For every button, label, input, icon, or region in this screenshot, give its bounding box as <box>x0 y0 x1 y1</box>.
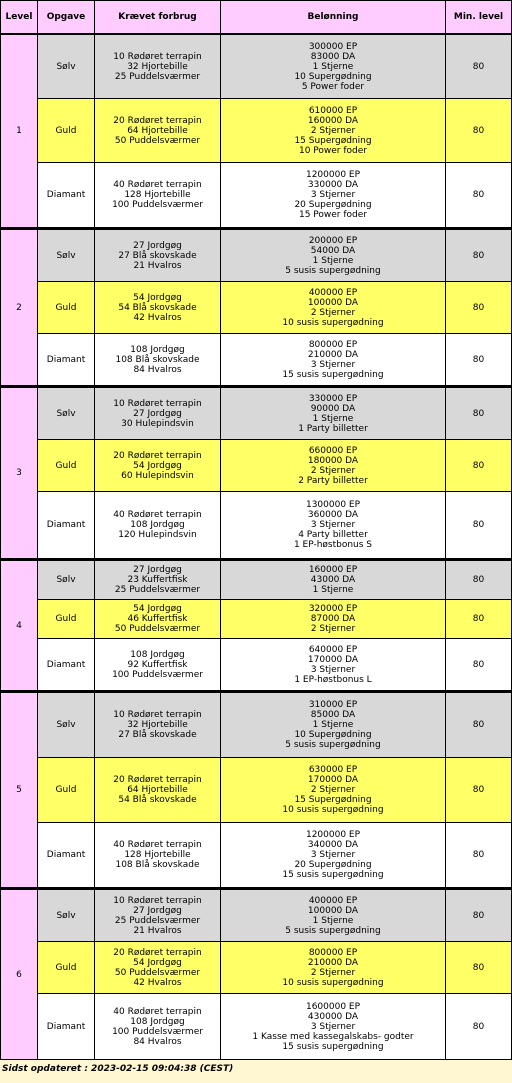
reward-cell <box>221 994 446 1060</box>
required-item: 21 Hvalros <box>133 260 182 271</box>
required-item: 27 Jordgøg <box>133 905 182 916</box>
reward-item: 330000 EP <box>308 393 358 404</box>
reward-item: 1200000 EP <box>305 170 361 180</box>
task-cell: Sølv <box>38 691 95 758</box>
table-header-row <box>1 1 512 35</box>
reward-cell <box>221 823 446 888</box>
level-cell: 1 <box>1 35 38 228</box>
reward-item: 15 susis supergødning <box>282 369 384 380</box>
required-item: 25 Puddelsværmer <box>114 585 201 595</box>
reward-cell <box>221 559 446 600</box>
required-item: 108 Jordgøg <box>130 520 185 530</box>
task-cell: Guld <box>38 942 95 994</box>
required-item: 20 Rødøret terrapin <box>113 947 202 958</box>
reward-item: 15 Power foder <box>298 210 367 220</box>
required-item: 25 Puddelsværmer <box>114 71 201 82</box>
required-item: 40 Rødøret terrapin <box>113 840 202 850</box>
reward-item: 15 susis supergødning <box>282 870 384 880</box>
reward-item: 2 Stjerner <box>310 785 356 795</box>
min-level-cell: 80 <box>446 758 512 823</box>
table-row <box>1 888 512 942</box>
table-row <box>1 994 512 1060</box>
reward-cell <box>221 888 446 942</box>
task-cell: Sølv <box>38 228 95 282</box>
required-item: 108 Blå skovskade <box>115 354 200 365</box>
reward-item: 400000 EP <box>308 287 358 298</box>
required-item: 54 Jordgøg <box>133 460 182 471</box>
reward-item: 1 Stjerne <box>312 915 354 926</box>
table-row <box>1 600 512 639</box>
reward-item: 3 Stjerner <box>310 359 356 370</box>
required-item: 32 Hjortebille <box>127 720 188 730</box>
required-item: 23 Kuffertfisk <box>127 575 188 585</box>
required-item: 21 Hvalros <box>133 925 182 936</box>
reward-item: 300000 EP <box>308 41 358 52</box>
reward-item: 310000 EP <box>308 700 358 710</box>
reward-item: 2 Stjerner <box>310 967 356 978</box>
reward-item: 640000 EP <box>308 644 358 655</box>
reward-cell <box>221 691 446 758</box>
required-item: 42 Hvalros <box>133 312 182 323</box>
required-cell <box>95 639 221 691</box>
required-item: 54 Jordgøg <box>133 292 182 303</box>
required-item: 46 Kuffertfisk <box>127 614 188 624</box>
table-row <box>1 823 512 888</box>
required-item: 50 Puddelsværmer <box>114 135 201 146</box>
min-level-cell: 80 <box>446 888 512 942</box>
required-item: 60 Hulepindsvin <box>121 470 194 481</box>
reward-cell <box>221 163 446 228</box>
reward-item: 10 Power foder <box>298 145 367 156</box>
reward-item: 10 susis supergødning <box>282 317 384 328</box>
reward-item: 1 Stjerne <box>312 413 354 424</box>
table-row <box>1 639 512 691</box>
required-item: 50 Puddelsværmer <box>114 624 201 634</box>
required-item: 10 Rødøret terrapin <box>113 398 202 409</box>
required-cell <box>95 758 221 823</box>
reward-item: 54000 DA <box>310 245 356 256</box>
required-item: 30 Hulepindsvin <box>121 418 194 429</box>
reward-item: 83000 DA <box>310 51 356 62</box>
reward-item: 1 Stjerne <box>312 585 354 595</box>
task-cell: Diamant <box>38 492 95 559</box>
header-level: Level <box>1 1 38 35</box>
required-item: 100 Puddelsværmer <box>112 669 203 680</box>
reward-item: 1 Party billetter <box>298 423 368 434</box>
required-cell <box>95 942 221 994</box>
min-level-cell: 80 <box>446 282 512 334</box>
required-item: 54 Blå skovskade <box>118 302 197 313</box>
required-item: 27 Blå skovskade <box>118 730 197 740</box>
reward-item: 330000 DA <box>307 180 359 190</box>
reward-item: 320000 EP <box>308 604 358 614</box>
reward-item: 1200000 EP <box>305 830 361 840</box>
required-item: 54 Jordgøg <box>133 604 182 614</box>
min-level-cell: 80 <box>446 492 512 559</box>
reward-item: 10 susis supergødning <box>282 805 384 815</box>
reward-item: 1 Kasse med kassegalskabs- godter <box>252 1031 414 1042</box>
reward-item: 4 Party billetter <box>298 530 368 540</box>
reward-item: 43000 DA <box>310 575 356 585</box>
reward-item: 15 susis supergødning <box>282 1041 384 1052</box>
min-level-cell: 80 <box>446 334 512 386</box>
table-row <box>1 282 512 334</box>
task-cell: Sølv <box>38 386 95 440</box>
table-row <box>1 758 512 823</box>
min-level-cell: 80 <box>446 228 512 282</box>
reward-item: 210000 DA <box>307 957 359 968</box>
reward-cell <box>221 35 446 99</box>
reward-item: 100000 DA <box>307 905 359 916</box>
reward-item: 3 Stjerner <box>310 520 356 530</box>
table-body <box>1 35 512 1060</box>
reward-cell <box>221 386 446 440</box>
required-item: 20 Rødøret terrapin <box>113 775 202 785</box>
task-cell: Guld <box>38 99 95 163</box>
task-cell: Guld <box>38 440 95 492</box>
reward-item: 1600000 EP <box>305 1001 361 1012</box>
reward-item: 210000 DA <box>307 349 359 360</box>
reward-item: 3 Stjerner <box>310 664 356 675</box>
task-cell: Diamant <box>38 994 95 1060</box>
required-item: 100 Puddelsværmer <box>112 1026 203 1037</box>
required-cell <box>95 691 221 758</box>
required-item: 25 Puddelsværmer <box>114 915 201 926</box>
reward-item: 2 Stjerner <box>310 465 356 476</box>
reward-cell <box>221 639 446 691</box>
reward-item: 5 Power foder <box>301 81 365 92</box>
reward-item: 180000 DA <box>307 455 359 466</box>
table-row <box>1 492 512 559</box>
reward-cell <box>221 758 446 823</box>
task-cell: Diamant <box>38 639 95 691</box>
required-item: 108 Blå skovskade <box>115 860 200 870</box>
task-cell: Guld <box>38 282 95 334</box>
reward-item: 100000 DA <box>307 297 359 308</box>
required-item: 92 Kuffertfisk <box>127 659 188 670</box>
task-cell: Sølv <box>38 559 95 600</box>
reward-cell <box>221 440 446 492</box>
header-task: Opgave <box>38 1 95 35</box>
reward-item: 90000 DA <box>310 403 356 414</box>
reward-item: 170000 DA <box>307 775 359 785</box>
reward-item: 1 EP-høstbonus S <box>293 540 373 550</box>
required-item: 54 Jordgøg <box>133 957 182 968</box>
reward-item: 3 Stjerner <box>310 850 356 860</box>
required-cell <box>95 559 221 600</box>
required-item: 32 Hjortebille <box>127 61 188 72</box>
reward-item: 10 Supergødning <box>294 730 372 740</box>
reward-item: 87000 DA <box>310 614 356 624</box>
table-row <box>1 334 512 386</box>
required-item: 84 Hvalros <box>133 364 182 375</box>
reward-item: 10 Supergødning <box>294 71 372 82</box>
level-cell: 2 <box>1 228 38 386</box>
min-level-cell: 80 <box>446 386 512 440</box>
reward-cell <box>221 99 446 163</box>
reward-item: 360000 DA <box>307 510 359 520</box>
reward-item: 610000 EP <box>308 105 358 116</box>
required-cell <box>95 386 221 440</box>
required-cell <box>95 994 221 1060</box>
reward-item: 2 Stjerner <box>310 307 356 318</box>
required-cell <box>95 823 221 888</box>
table-row <box>1 691 512 758</box>
reward-item: 2 Stjerner <box>310 624 356 634</box>
required-item: 128 Hjortebille <box>124 190 191 200</box>
level-cell: 3 <box>1 386 38 559</box>
reward-cell <box>221 942 446 994</box>
level-cell: 5 <box>1 691 38 888</box>
required-item: 108 Jordgøg <box>130 649 185 660</box>
reward-item: 800000 EP <box>308 339 358 350</box>
reward-item: 430000 DA <box>307 1011 359 1022</box>
reward-item: 340000 DA <box>307 840 359 850</box>
required-item: 100 Puddelsværmer <box>112 200 203 210</box>
reward-item: 15 Supergødning <box>294 795 372 805</box>
required-item: 40 Rødøret terrapin <box>113 180 202 190</box>
reward-item: 5 susis supergødning <box>285 740 381 750</box>
table-row <box>1 228 512 282</box>
reward-item: 10 susis supergødning <box>282 977 384 988</box>
required-item: 64 Hjortebille <box>127 125 188 136</box>
reward-item: 1300000 EP <box>305 500 361 510</box>
min-level-cell: 80 <box>446 35 512 99</box>
task-cell: Diamant <box>38 334 95 386</box>
reward-item: 160000 DA <box>307 115 359 126</box>
table-row <box>1 559 512 600</box>
required-item: 50 Puddelsværmer <box>114 967 201 978</box>
task-cell: Diamant <box>38 163 95 228</box>
min-level-cell: 80 <box>446 163 512 228</box>
required-item: 42 Hvalros <box>133 977 182 988</box>
min-level-cell: 80 <box>446 823 512 888</box>
reward-item: 2 Party billetter <box>298 475 368 486</box>
required-item: 27 Blå skovskade <box>118 250 197 261</box>
required-item: 108 Jordgøg <box>130 344 185 355</box>
table-row <box>1 163 512 228</box>
task-cell: Guld <box>38 600 95 639</box>
required-cell <box>95 282 221 334</box>
level-cell: 6 <box>1 888 38 1060</box>
reward-item: 800000 EP <box>308 947 358 958</box>
reward-cell <box>221 334 446 386</box>
min-level-cell: 80 <box>446 99 512 163</box>
task-cell: Diamant <box>38 823 95 888</box>
min-level-cell: 80 <box>446 559 512 600</box>
reward-cell <box>221 282 446 334</box>
required-cell <box>95 600 221 639</box>
reward-item: 15 Supergødning <box>294 135 372 146</box>
reward-item: 170000 DA <box>307 654 359 665</box>
table-row <box>1 386 512 440</box>
reward-item: 1 Stjerne <box>312 255 354 266</box>
required-item: 64 Hjortebille <box>127 785 188 795</box>
header-min-level: Min. level <box>446 1 512 35</box>
reward-item: 1 Stjerne <box>312 720 354 730</box>
required-item: 120 Hulepindsvin <box>118 530 197 540</box>
min-level-cell: 80 <box>446 600 512 639</box>
table-row <box>1 942 512 994</box>
reward-item: 200000 EP <box>308 235 358 246</box>
required-cell <box>95 334 221 386</box>
reward-item: 2 Stjerner <box>310 125 356 136</box>
min-level-cell: 80 <box>446 994 512 1060</box>
required-item: 128 Hjortebille <box>124 850 191 860</box>
last-updated: Sidst opdateret : 2023-02-15 09:04:38 (CEST) <box>2 1064 234 1074</box>
reward-item: 3 Stjerner <box>310 190 356 200</box>
reward-cell <box>221 492 446 559</box>
task-cell: Guld <box>38 758 95 823</box>
reward-item: 660000 EP <box>308 445 358 456</box>
table-row <box>1 99 512 163</box>
required-item: 20 Rødøret terrapin <box>113 115 202 126</box>
reward-item: 400000 EP <box>308 895 358 906</box>
reward-item: 630000 EP <box>308 765 358 775</box>
required-item: 27 Jordgøg <box>133 240 182 251</box>
reward-cell <box>221 228 446 282</box>
reward-item: 5 susis supergødning <box>285 265 381 276</box>
required-cell <box>95 440 221 492</box>
reward-item: 1 Stjerne <box>312 61 354 72</box>
required-item: 40 Rødøret terrapin <box>113 510 202 520</box>
task-cell: Sølv <box>38 888 95 942</box>
required-cell <box>95 492 221 559</box>
min-level-cell: 80 <box>446 639 512 691</box>
required-cell <box>95 99 221 163</box>
table-row <box>1 440 512 492</box>
required-item: 27 Jordgøg <box>133 565 182 575</box>
required-cell <box>95 35 221 99</box>
task-cell: Sølv <box>38 35 95 99</box>
reward-item: 3 Stjerner <box>310 1021 356 1032</box>
reward-item: 20 Supergødning <box>294 860 372 870</box>
required-item: 20 Rødøret terrapin <box>113 450 202 461</box>
min-level-cell: 80 <box>446 942 512 994</box>
required-item: 10 Rødøret terrapin <box>113 895 202 906</box>
reward-item: 85000 DA <box>310 710 356 720</box>
required-item: 54 Blå skovskade <box>118 795 197 805</box>
reward-item: 160000 EP <box>308 565 358 575</box>
required-item: 84 Hvalros <box>133 1036 182 1047</box>
reward-item: 1 EP-høstbonus L <box>294 674 372 685</box>
required-cell <box>95 163 221 228</box>
required-item: 27 Jordgøg <box>133 408 182 419</box>
level-cell: 4 <box>1 559 38 691</box>
required-item: 10 Rødøret terrapin <box>113 710 202 720</box>
required-item: 40 Rødøret terrapin <box>113 1006 202 1017</box>
required-item: 108 Jordgøg <box>130 1016 185 1027</box>
reward-cell <box>221 600 446 639</box>
min-level-cell: 80 <box>446 691 512 758</box>
required-cell <box>95 228 221 282</box>
required-cell <box>95 888 221 942</box>
header-required: Krævet forbrug <box>95 1 221 35</box>
required-item: 10 Rødøret terrapin <box>113 51 202 62</box>
min-level-cell: 80 <box>446 440 512 492</box>
reward-item: 5 susis supergødning <box>285 925 381 936</box>
table-row <box>1 35 512 99</box>
reward-item: 20 Supergødning <box>294 200 372 210</box>
header-reward: Belønning <box>221 1 446 35</box>
